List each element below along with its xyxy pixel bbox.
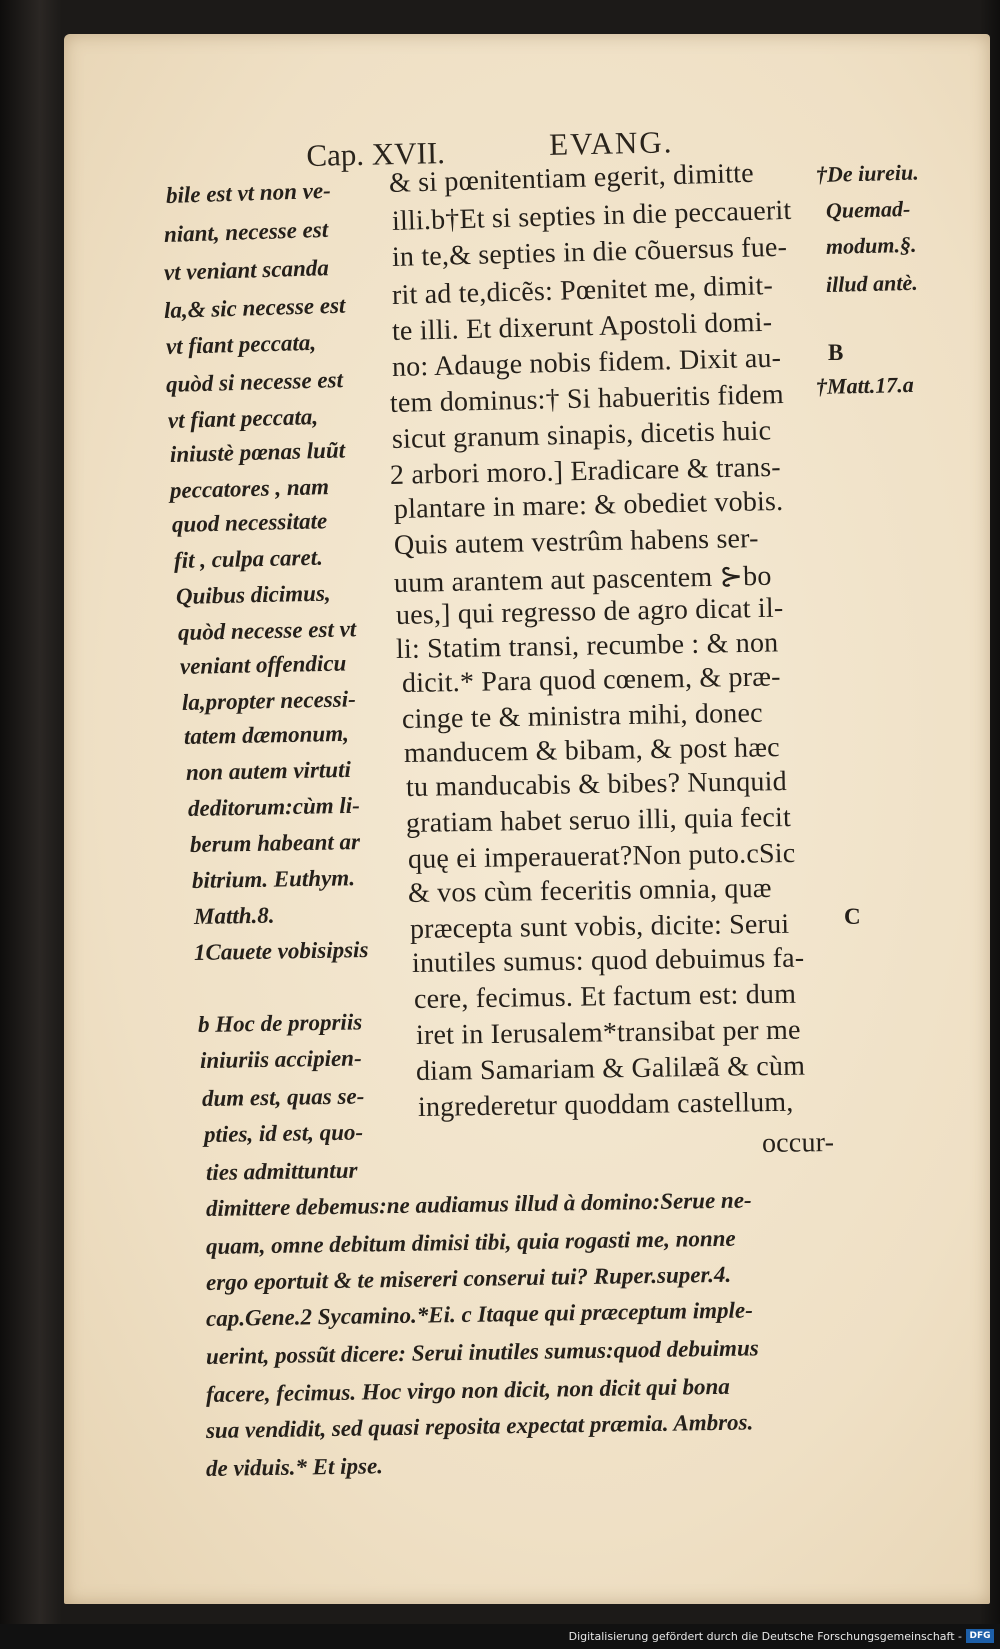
gloss-line: bile est vt non ve- (165, 177, 332, 208)
gloss-line: vt veniant scanda (163, 255, 330, 285)
funding-credit: Digitalisierung gefördert durch die Deutsche Forschungsgemeinschaft - (568, 1630, 962, 1643)
gloss-line: la,propter necessi- (181, 686, 356, 715)
main-line: illi.b†Et si septies in die peccauerit (391, 194, 792, 237)
margin-reference: illud antè. (825, 269, 918, 297)
commentary-line: quam, omne debitum dimisi tibi, quia rogasti me, nonne (205, 1225, 736, 1259)
main-line: & si pœnitentiam egerit, dimitte (388, 157, 755, 199)
main-line: Quis autem vestrûm habens ser- (393, 523, 759, 561)
main-line: præcepta sunt vobis, dicite: Serui (409, 908, 790, 945)
gloss-line: dum est, quas se- (201, 1083, 365, 1111)
gloss-line: deditorum:cùm li- (187, 792, 361, 821)
main-line: ingrederetur quoddam castellum, (417, 1086, 794, 1123)
dfg-logo: DFG (966, 1629, 994, 1643)
gloss-line: fit , culpa caret. (173, 544, 324, 573)
gloss-line: pties, id est, quo- (203, 1119, 364, 1147)
margin-section-letter: B (828, 340, 844, 365)
commentary-line: de viduis.* Et ipse. (205, 1453, 384, 1481)
main-line: inutiles sumus: quod debuimus fa- (411, 942, 805, 979)
main-line: iret in Ierusalem*transibat per me (415, 1014, 801, 1051)
main-line: quę ei imperauerat?Non puto.cSic (407, 837, 796, 875)
main-line: tem dominus:† Si habueritis fidem (389, 379, 785, 419)
gloss-line: la,& sic necesse est (163, 292, 346, 323)
gloss-line: ties admittuntur (205, 1157, 358, 1185)
commentary-line: facere, fecimus. Hoc virgo non dicit, non dicit qui bona (205, 1373, 731, 1407)
main-line: occur- (761, 1126, 835, 1159)
main-line: cere, fecimus. Et factum est: dum (413, 978, 797, 1015)
commentary-line: sua vendidit, sed quasi reposita expectat præmia. Ambros. (205, 1409, 754, 1443)
gloss-line: b Hoc de propriis (197, 1009, 363, 1037)
gloss-line: 1Cauete vobisipsis (193, 936, 369, 965)
margin-reference: Quemad- (825, 195, 911, 223)
gloss-line: peccatores , nam (169, 474, 330, 503)
gloss-line: quòd necesse est vt (177, 616, 357, 645)
gloss-line: niant, necesse est (163, 216, 329, 247)
margin-section-letter: C (844, 904, 861, 929)
gloss-line: non autem virtuti (185, 756, 352, 785)
main-line: rit ad te,dicẽs: Pœnitet me, dimit- (391, 270, 774, 311)
main-line: in te,& septies in die cõuersus fue- (391, 231, 788, 273)
gloss-line: quod necessitate (171, 508, 328, 537)
commentary-line: uerint, possũt dicere: Serui inutiles sumus:quod debuimus (205, 1335, 759, 1369)
gloss-line: berum habeant ar (189, 829, 361, 857)
commentary-line: ergo eportuit & te misereri conserui tui? Ruper.super.4. (205, 1261, 732, 1295)
main-line: te illi. Et dixerunt Apostoli domi- (391, 306, 773, 347)
main-line: & vos cùm feceritis omnia, quæ (407, 872, 772, 909)
chapter-heading: Cap. XVII. (306, 135, 446, 173)
main-line: 2 arbori moro.] Eradicare & trans- (389, 451, 782, 491)
main-line: manducem & bibam, & post hæc (403, 732, 780, 769)
margin-reference: †De iureiu. (815, 159, 919, 187)
main-line: no: Adauge nobis fidem. Dixit au- (391, 342, 782, 383)
main-line: li: Statim transi, recumbe : & non (395, 627, 779, 665)
gloss-line: bitrium. Euthym. (191, 865, 356, 893)
margin-reference: modum.§. (825, 231, 917, 259)
gloss-line: vt fiant peccata, (165, 329, 317, 359)
gloss-line: vt fiant peccata, (167, 404, 319, 433)
gloss-line: iniustè pœnas luũt (169, 437, 346, 467)
gloss-line: quòd si necesse est (165, 367, 344, 397)
main-line: gratiam habet seruo illi, quia fecit (405, 801, 792, 839)
main-line: tu manducabis & bibes? Nunquid (405, 766, 788, 803)
commentary-line: cap.Gene.2 Sycamino.*Ei. c Itaque qui præceptum imple- (205, 1297, 753, 1331)
main-line: dicit.* Para quod cœnem, & præ- (401, 661, 781, 699)
footer-bar (0, 1624, 1000, 1649)
main-line: cinge te & ministra mihi, donec (401, 697, 763, 735)
gloss-line: Matth.8. (193, 902, 275, 929)
gloss-line: Quibus dicimus, (175, 580, 331, 609)
gloss-line: iniuriis accipien- (199, 1045, 362, 1073)
gloss-line: veniant offendicu (179, 650, 347, 679)
commentary-line: dimittere debemus:ne audiamus illud à domino:Serue ne- (205, 1187, 752, 1221)
main-line: diam Samariam & Galilæã & cùm (415, 1050, 806, 1087)
main-line: ues,] qui regresso de agro dicat il- (395, 592, 784, 631)
main-line: plantare in mare: & obediet vobis. (393, 485, 784, 525)
section-heading: EVANG. (548, 124, 674, 162)
gloss-line: tatem dæmonum, (183, 720, 350, 749)
margin-reference: †Matt.17.a (815, 371, 915, 399)
main-line: sicut granum sinapis, dicetis huic (391, 415, 772, 455)
main-line: uum arantem aut pascentem ⊱bo (393, 560, 772, 599)
